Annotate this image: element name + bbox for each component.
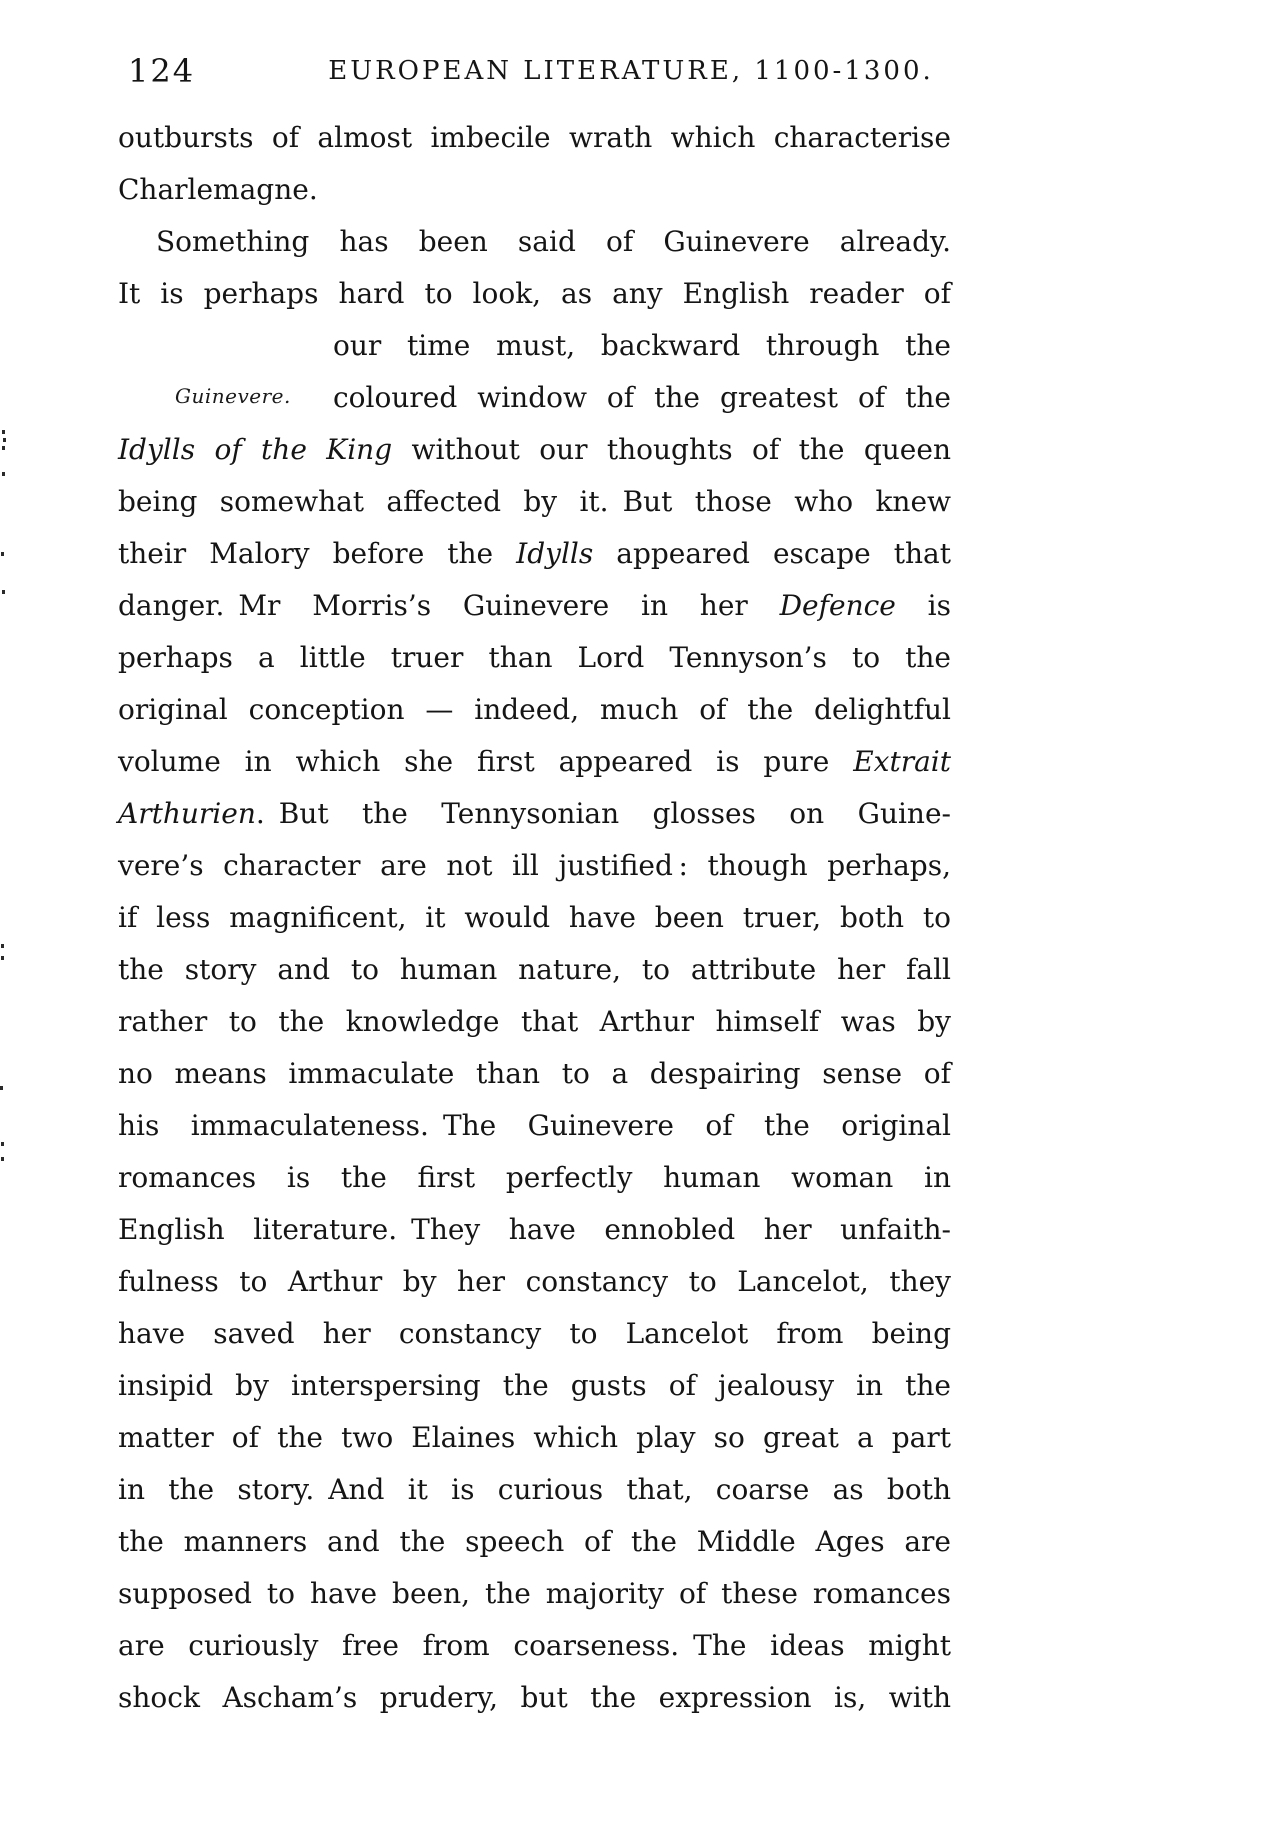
text-line <box>118 1100 951 1152</box>
text-line <box>118 736 951 788</box>
scan-speck <box>2 446 5 450</box>
text-line <box>118 580 951 632</box>
text-segment: in the story. And it is curious that, coarse as both <box>118 1473 951 1506</box>
text-line <box>118 528 951 580</box>
text-line <box>118 1308 951 1360</box>
text-segment: romances is the first perfectly human woman in <box>118 1161 951 1194</box>
text-segment: Idylls <box>516 537 594 570</box>
text-line <box>118 216 951 268</box>
scan-speck <box>1 552 4 556</box>
text-segment: English literature. They have ennobled her unfaith- <box>118 1213 951 1246</box>
page-number: 124 <box>128 52 196 90</box>
text-line <box>118 1620 951 1672</box>
text-line <box>118 944 951 996</box>
text-line <box>118 372 951 424</box>
text-segment: are curiously free from coarseness. The ideas might <box>118 1629 951 1662</box>
text-segment: without our thoughts of the queen <box>392 433 951 466</box>
text-line <box>118 1412 951 1464</box>
text-segment: is <box>895 589 951 622</box>
text-segment: our time must, backward through the <box>333 329 951 362</box>
text-segment: Idylls of the King <box>118 433 393 466</box>
scan-speck <box>3 438 6 442</box>
text-segment: fulness to Arthur by her constancy to Lancelot, they <box>118 1265 951 1298</box>
body-text <box>118 112 951 1724</box>
scan-speck <box>1 944 4 948</box>
text-segment: the manners and the speech of the Middle Ages are <box>118 1525 951 1558</box>
text-segment: original conception — indeed, much of the delightful <box>118 693 951 726</box>
running-header: EUROPEAN LITERATURE, 1100-1300. <box>328 56 934 86</box>
text-segment: rather to the knowledge that Arthur himself was by <box>118 1005 951 1038</box>
text-segment: perhaps a little truer than Lord Tennyson’s to the <box>118 641 951 674</box>
text-segment: volume in which she first appeared is pure <box>118 745 854 778</box>
text-line <box>118 320 951 372</box>
text-line <box>118 1568 951 1620</box>
text-line <box>118 1256 951 1308</box>
scan-speck <box>2 590 5 594</box>
text-segment: Defence <box>779 589 896 622</box>
text-segment: have saved her constancy to Lancelot from being <box>118 1317 951 1350</box>
text-line <box>118 1464 951 1516</box>
scan-speck <box>1 1157 4 1161</box>
scan-speck <box>2 472 5 476</box>
text-line <box>118 112 951 164</box>
margin-note-guinevere: Guinevere. <box>175 384 291 408</box>
text-segment: Charlemagne. <box>118 173 318 206</box>
text-segment: vere’s character are not ill justified : though perhaps, <box>118 849 951 882</box>
text-line <box>118 164 951 216</box>
text-line <box>118 892 951 944</box>
text-segment: It is perhaps hard to look, as any English reader of <box>118 277 951 310</box>
scan-speck <box>1 956 4 960</box>
text-line <box>118 1360 951 1412</box>
text-line <box>118 1672 951 1724</box>
text-segment: Something has been said of Guinevere already. <box>156 225 951 258</box>
text-segment: Extrait <box>853 745 951 778</box>
text-line <box>118 424 951 476</box>
text-segment: danger. Mr Morris’s Guinevere in her <box>118 589 780 622</box>
text-line <box>118 996 951 1048</box>
scan-speck <box>0 1086 3 1090</box>
text-line <box>118 476 951 528</box>
text-segment: shock Ascham’s prudery, but the expression is, with <box>118 1681 951 1714</box>
text-segment: no means immaculate than to a despairing sense of <box>118 1057 951 1090</box>
text-line <box>118 840 951 892</box>
text-segment: supposed to have been, the majority of these romances <box>118 1577 951 1610</box>
text-segment: if less magnificent, it would have been truer, both to <box>118 901 951 934</box>
text-segment: being somewhat affected by it. But those who knew <box>118 485 951 518</box>
text-line <box>118 684 951 736</box>
text-segment: . But the Tennysonian glosses on Guine- <box>255 797 951 830</box>
text-line <box>118 1516 951 1568</box>
page-header <box>0 50 1262 94</box>
text-segment: coloured window of the greatest of the <box>333 381 951 414</box>
text-segment: their Malory before the <box>118 537 517 570</box>
text-line <box>118 632 951 684</box>
text-segment: the story and to human nature, to attribute her fall <box>118 953 951 986</box>
text-line <box>118 1204 951 1256</box>
scan-speck <box>1 1142 4 1146</box>
text-segment: his immaculateness. The Guinevere of the original <box>118 1109 951 1142</box>
text-segment: Arthurien <box>118 797 256 830</box>
text-segment: matter of the two Elaines which play so great a part <box>118 1421 951 1454</box>
scan-speck <box>2 430 5 434</box>
text-segment: insipid by interspersing the gusts of jealousy in the <box>118 1369 951 1402</box>
text-line <box>118 1048 951 1100</box>
text-line <box>118 788 951 840</box>
text-segment: outbursts of almost imbecile wrath which characterise <box>118 121 951 154</box>
text-line <box>118 268 951 320</box>
text-segment: appeared escape that <box>593 537 951 570</box>
text-line <box>118 1152 951 1204</box>
